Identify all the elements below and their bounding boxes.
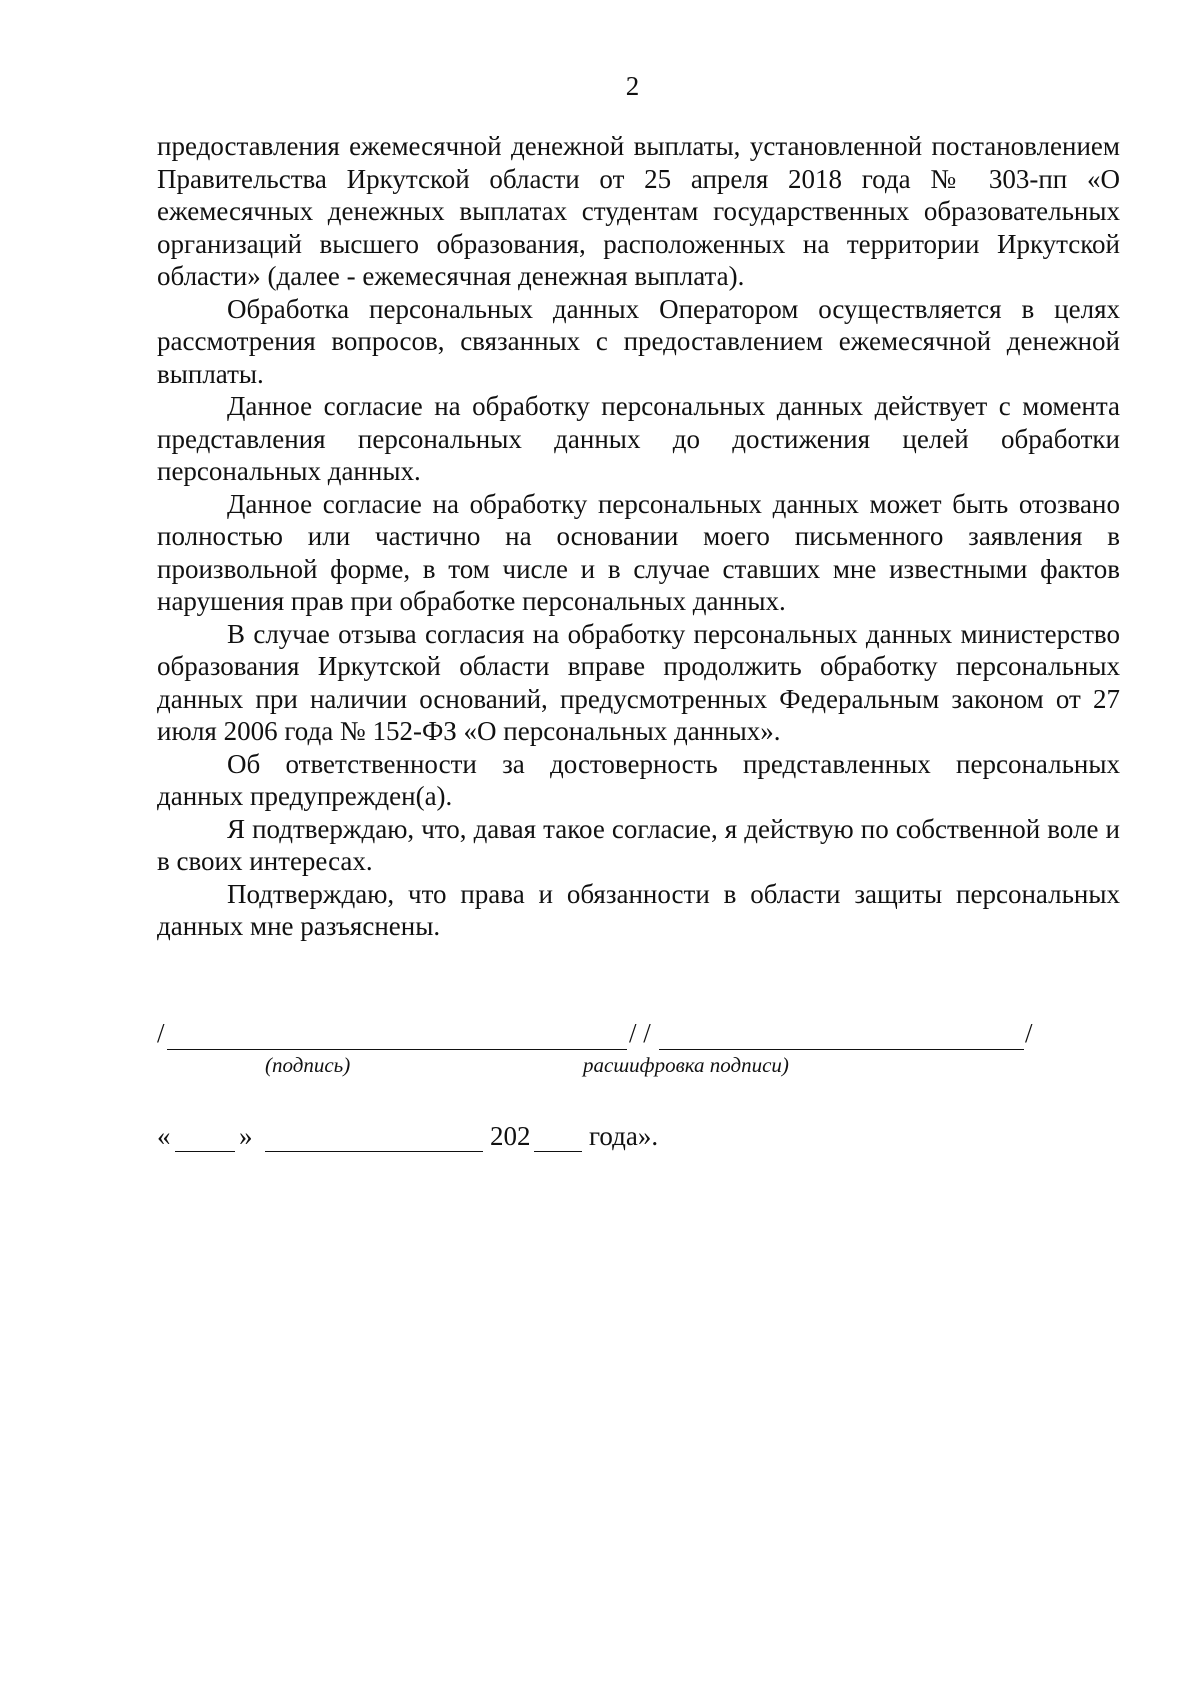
date-month-field[interactable] — [265, 1151, 483, 1152]
paragraph-processing-purpose: Обработка персональных данных Оператором осуществляется в целях рассмотрения вопросов, связанных с предоставлением ежемесячной денежной выплаты. — [157, 293, 1120, 389]
paragraph-purpose-continuation: предоставления ежемесячной денежной выплаты, установленной постановлением Правительства Иркутской области от 25 апреля 2018 года № 303-пп «О ежемесячных денежных выплатах студентам государственных образовательных организаций высшего образования, расположенных на территории Иркутской области» (далее - ежемесячная денежная выплата). — [157, 131, 1120, 291]
paragraph-rights-explained: Подтверждаю, что права и обязанности в области защиты персональных данных мне разъяснены. — [157, 878, 1120, 941]
paragraph-consent-revocation: Данное согласие на обработку персональных данных может быть отозвано полностью или частично на основании моего письменного заявления в произвольной форме, в том числе и в случае ставших мне известными фактов нарушения прав при обработке персональных данных. — [157, 488, 1120, 616]
signature-slash-left: / — [157, 1018, 165, 1048]
paragraph-responsibility: Об ответственности за достоверность представленных персональных данных предупрежден(а). — [157, 748, 1120, 811]
paragraph-consent-validity: Данное согласие на обработку персональных данных действует с момента представления персональных данных до достижения целей обработки персональных данных. — [157, 391, 1120, 486]
page-number: 2 — [625, 71, 640, 101]
date-close-quote: » — [239, 1121, 253, 1151]
caption-signature-decoding: расшифровка подписи) — [583, 1053, 789, 1077]
paragraph-free-will: Я подтверждаю, что, давая такое согласие, я действую по собственной воле и в своих интересах. — [157, 813, 1120, 876]
date-day-field[interactable] — [175, 1151, 235, 1152]
date-year-prefix: 202 — [490, 1121, 531, 1151]
signature-field[interactable] — [167, 1049, 627, 1050]
signature-decoding-field[interactable] — [659, 1049, 1024, 1050]
date-row — [157, 1118, 717, 1158]
date-open-quote: « — [157, 1121, 171, 1151]
date-suffix: года». — [589, 1121, 659, 1151]
signature-slash-right: / — [1025, 1018, 1033, 1048]
signature-row — [157, 1015, 1033, 1055]
signature-slash-middle: / / — [629, 1018, 651, 1048]
date-year-field[interactable] — [534, 1151, 582, 1152]
consent-body — [157, 130, 1120, 943]
caption-signature: (подпись) — [265, 1053, 351, 1077]
paragraph-revocation-consequences: В случае отзыва согласия на обработку персональных данных министерство образования Иркутской области вправе продолжить обработку персональных данных при наличии оснований, предусмотренных Федеральным законом от 27 июля 2006 года № 152-ФЗ «О персональных данных». — [157, 618, 1120, 746]
